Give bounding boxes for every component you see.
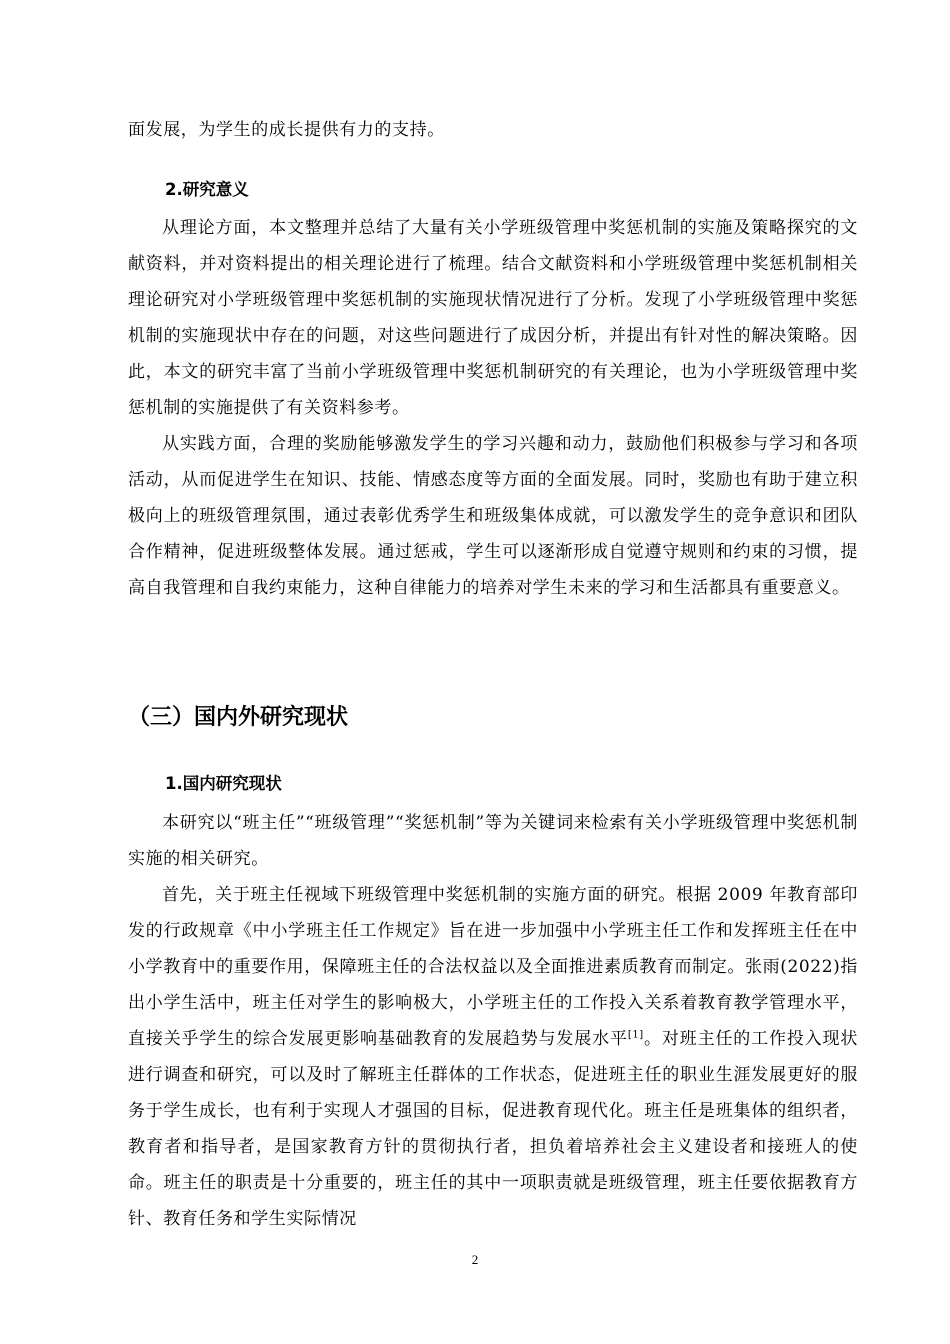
- page-number: 2: [471, 1252, 479, 1267]
- paragraph-practice: 从实践方面，合理的奖励能够激发学生的学习兴趣和动力，鼓励他们积极参与学习和各项活动，从而促进学生在知识、技能、情感态度等方面的全面发展。同时，奖励也有助于建立积极向上的班级管理氛围，通过表彰优秀学生和班级集体成就，可以激发学生的竞争意识和团队合作精神，促进班级整体发展。通过惩戒，学生可以逐渐形成自觉遵守规则和约束的习惯，提高自我管理和自我约束能力，这种自律能力的培养对学生未来的学习和生活都具有重要意义。: [128, 434, 858, 598]
- section-heading-research-status: （三）国内外研究现状: [128, 705, 349, 730]
- domestic-research-body: [128, 805, 858, 1237]
- paragraph-head-teacher-part-2: 。对班主任的工作投入现状进行调查和研究，可以及时了解班主任群体的工作状态，促进班主任的职业生涯发展更好的服务于学生成长，也有利于实现人才强国的目标，促进教育现代化。班主任是班集体的组织者，教育者和指导者，是国家教育方针的贯彻执行者，担负着培养社会主义建设者和接班人的使命。班主任的职责是十分重要的，班主任的其中一项职责就是班级管理，班主任要依据教育方针、教育任务和学生实际情况: [128, 1029, 858, 1229]
- subsection-heading-domestic-research: 1.国内研究现状: [165, 774, 282, 793]
- intro-line: 面发展，为学生的成长提供有力的支持。: [128, 120, 445, 140]
- intro-text-block: [128, 112, 858, 148]
- citation-marker: [1]: [627, 1029, 644, 1041]
- paragraph-keywords: 本研究以“班主任”“班级管理”“奖惩机制”等为关键词来检索有关小学班级管理中奖惩机制实施的相关研究。: [128, 813, 858, 869]
- paragraph-head-teacher-part-1: 首先，关于班主任视域下班级管理中奖惩机制的实施方面的研究。根据 2009 年教育部印发的行政规章《中小学班主任工作规定》旨在进一步加强中小学班主任工作和发挥班主任在中小学教育中的重要作用，保障班主任的合法权益以及全面推进素质教育而制定。张雨(2022)指出小学生活中，班主任对学生的影响极大，小学班主任的工作投入关系着教育教学管理水平，直接关乎学生的综合发展更影响基础教育的发展趋势与发展水平: [128, 885, 858, 1049]
- paragraph-theory: 从理论方面，本文整理并总结了大量有关小学班级管理中奖惩机制的实施及策略探究的文献资料，并对资料提出的相关理论进行了梳理。结合文献资料和小学班级管理中奖惩机制相关理论研究对小学班级管理中奖惩机制的实施现状情况进行了分析。发现了小学班级管理中奖惩机制的实施现状中存在的问题，对这些问题进行了成因分析，并提出有针对性的解决策略。因此，本文的研究丰富了当前小学班级管理中奖惩机制研究的有关理论，也为小学班级管理中奖惩机制的实施提供了有关资料参考。: [128, 218, 858, 418]
- paragraph-head-teacher: [128, 877, 858, 1237]
- section-heading-research-significance: 2.研究意义: [165, 180, 249, 199]
- research-significance-body: [128, 210, 858, 606]
